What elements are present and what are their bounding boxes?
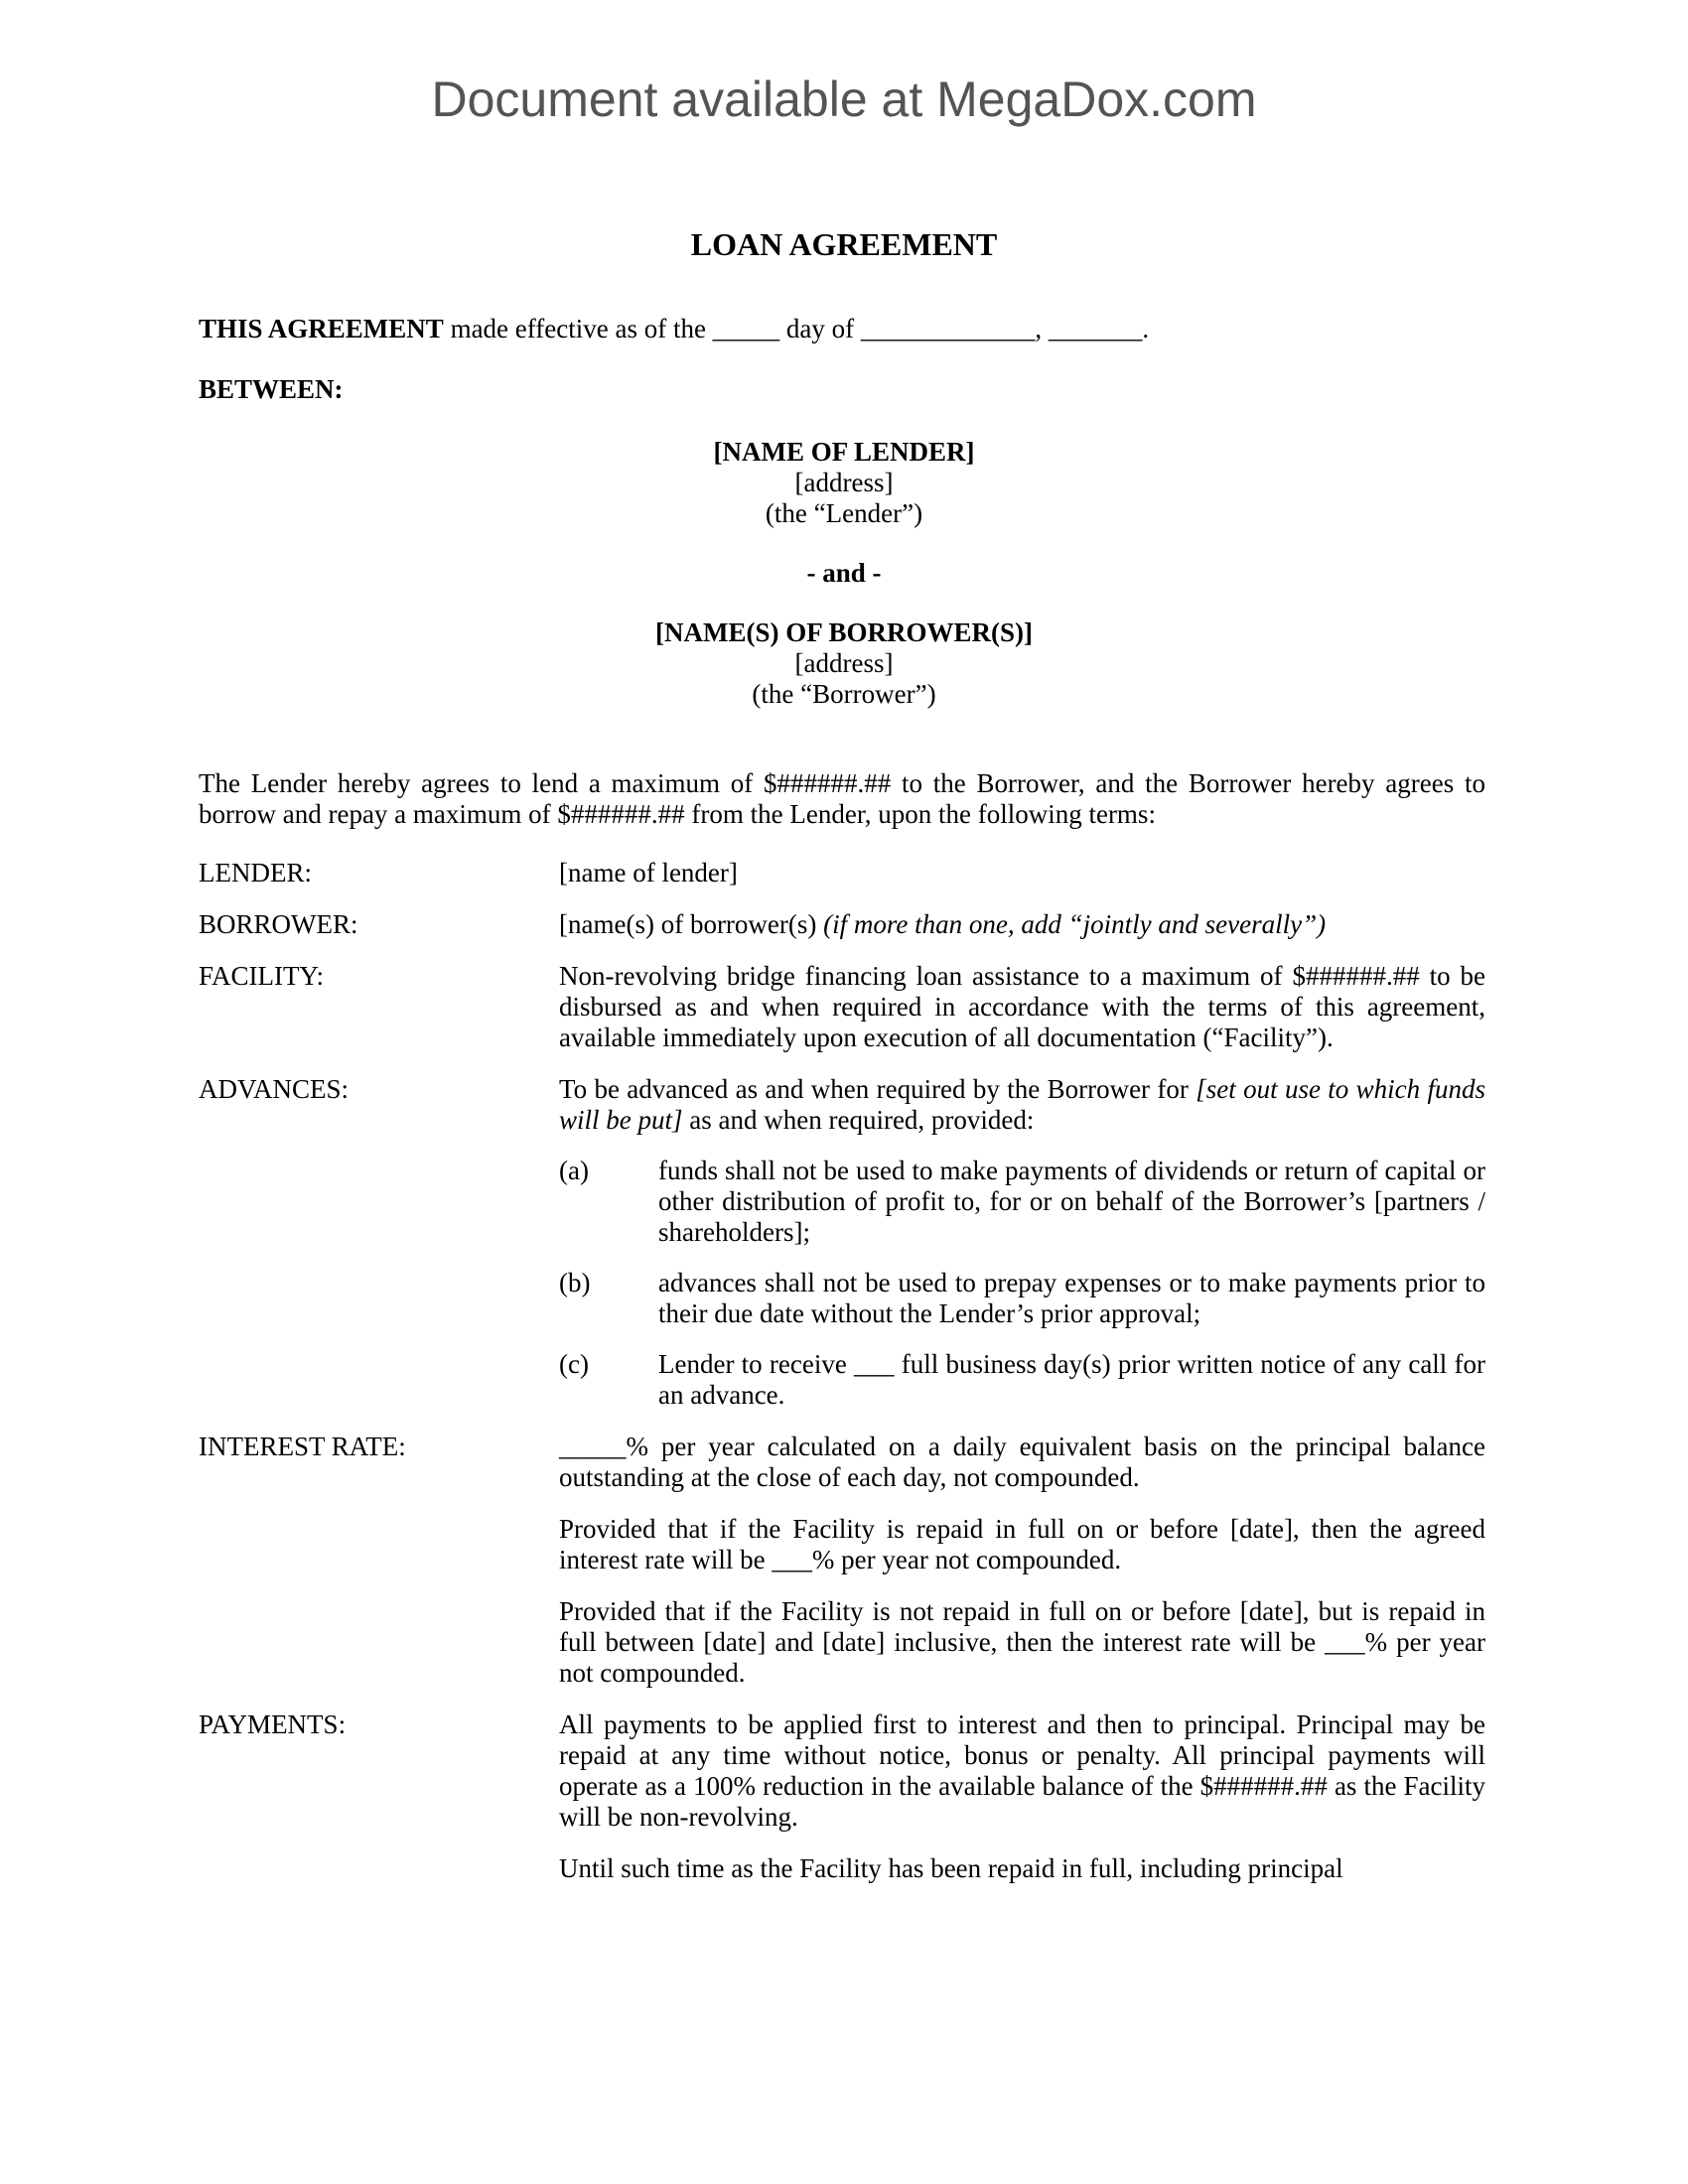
advances-text-start: To be advanced as and when required by the Borrower for: [559, 1074, 1196, 1104]
term-advances: [199, 1074, 1485, 1411]
borrower-name: [NAME(S) OF BORROWER(S)]: [655, 617, 1033, 647]
payments-paragraph: Until such time as the Facility has been repaid in full, including principal: [559, 1853, 1343, 1883]
term-value: [559, 1709, 1485, 1884]
intro-rest: made effective as of the _____ day of _____________, _______.: [443, 314, 1150, 343]
term-label: FACILITY:: [199, 961, 325, 991]
borrower-party-block: [0, 617, 1688, 710]
term-borrower: [199, 909, 1485, 940]
watermark-banner: Document available at MegaDox.com: [431, 71, 1257, 127]
advances-intro: [559, 1074, 1485, 1136]
interest-paragraph: Provided that if the Facility is repaid in full on or before [date], then the agreed interest rate will be ___% per year not compounded.: [559, 1514, 1485, 1574]
advance-condition-c: [559, 1349, 1485, 1411]
term-payments: [199, 1709, 1485, 1884]
term-label: PAYMENTS:: [199, 1709, 347, 1739]
term-lender: [199, 858, 1485, 888]
term-facility: [199, 961, 1485, 1053]
condition-marker: (b): [559, 1268, 591, 1297]
advances-text-italic: [set out use to which funds will be put]: [559, 1074, 1486, 1135]
condition-text: advances shall not be used to prepay expenses or to make payments prior to their due date without the Lender’s prior approval;: [658, 1268, 1485, 1328]
and-separator: - and -: [806, 558, 882, 588]
lender-defined-as: (the “Lender”): [765, 498, 923, 528]
intro-lead: THIS AGREEMENT: [199, 314, 444, 343]
term-value: [name of lender]: [559, 858, 738, 887]
advance-condition-b: [559, 1268, 1485, 1329]
preamble-paragraph: The Lender hereby agrees to lend a maximum of $######.## to the Borrower, and the Borrower hereby agrees to borrow and repay a maximum of $######.## from the Lender, upon the following terms:: [199, 768, 1485, 829]
term-interest-rate: [199, 1432, 1485, 1689]
advance-condition-a: [559, 1156, 1485, 1248]
term-value: [559, 909, 1485, 940]
term-label: INTEREST RATE:: [199, 1432, 406, 1461]
term-value: [559, 1432, 1485, 1689]
borrower-address: [address]: [794, 648, 894, 678]
lender-party-block: [0, 437, 1688, 529]
lender-address: [address]: [794, 468, 894, 497]
term-label: LENDER:: [199, 858, 312, 887]
terms-table: [199, 858, 1485, 1905]
interest-paragraph: _____% per year calculated on a daily equivalent basis on the principal balance outstanding at the close of each day, not compounded.: [559, 1432, 1485, 1492]
condition-marker: (c): [559, 1349, 589, 1379]
condition-text: funds shall not be used to make payments of dividends or return of capital or other distribution of profit to, for or on behalf of the Borrower’s [partners / shareholders];: [658, 1156, 1485, 1247]
between-heading: BETWEEN:: [199, 374, 344, 404]
term-label: ADVANCES:: [199, 1074, 350, 1104]
advances-text-end: as and when required, provided:: [682, 1105, 1035, 1135]
term-label: BORROWER:: [199, 909, 358, 939]
borrower-text: [name(s) of borrower(s): [559, 909, 824, 939]
interest-paragraph: Provided that if the Facility is not repaid in full on or before [date], but is repaid in full between [date] and [date] inclusive, then the interest rate will be ___% per year not compounded.: [559, 1596, 1485, 1688]
intro-clause: [199, 314, 1489, 344]
term-value: Non-revolving bridge financing loan assistance to a maximum of $######.## to be disbursed as and when required in accordance with the terms of this agreement, available immediately upon execution of all documentation (“Facility”).: [559, 961, 1485, 1052]
term-value: [559, 1074, 1485, 1411]
borrower-defined-as: (the “Borrower”): [752, 679, 936, 709]
condition-marker: (a): [559, 1156, 589, 1185]
document-title: LOAN AGREEMENT: [690, 226, 998, 262]
payments-paragraph: All payments to be applied first to interest and then to principal. Principal may be repaid at any time without notice, bonus or penalty. All principal payments will operate as a 100% reduction in the available balance of the $######.## as the Facility will be non-revolving.: [559, 1709, 1485, 1832]
condition-text: Lender to receive ___ full business day(s) prior written notice of any call for an advance.: [658, 1349, 1485, 1410]
lender-name: [NAME OF LENDER]: [713, 437, 975, 467]
borrower-note: (if more than one, add “jointly and severally”): [823, 909, 1327, 939]
